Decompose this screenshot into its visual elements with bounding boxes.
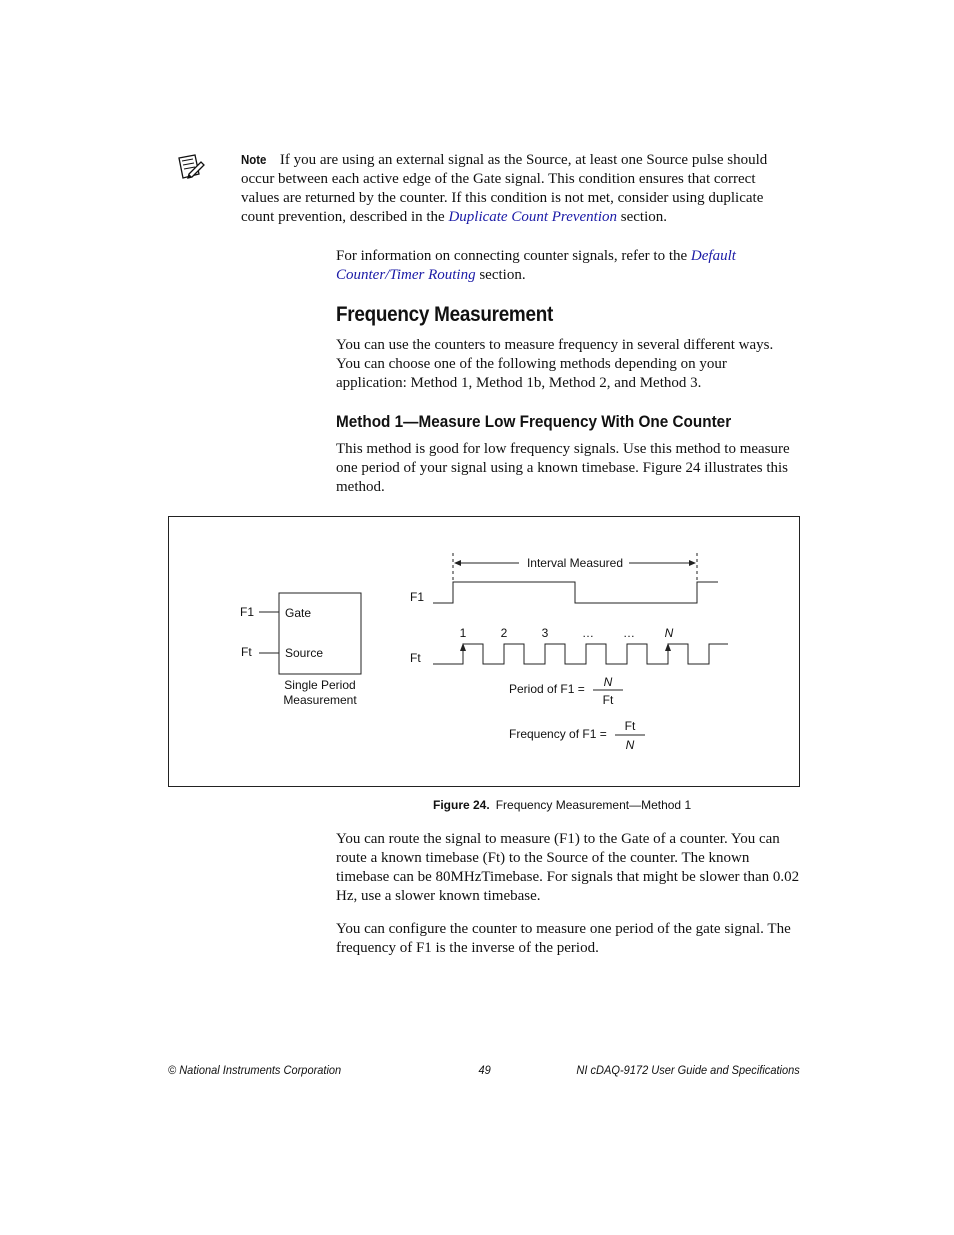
frequency-formula-label: Frequency of F1 = (509, 727, 607, 741)
body-paragraph-2: You can configure the counter to measure one period of the gate signal. The frequency of F1 is the inverse of the period. (336, 921, 791, 956)
figure-caption (433, 798, 691, 812)
method1-title: Method 1—Measure Low Frequency With One Counter (336, 412, 732, 431)
count-label-ellipsis-1: … (582, 626, 594, 640)
duplicate-count-prevention-link[interactable]: Duplicate Count Prevention (448, 209, 618, 225)
f1-waveform (433, 582, 718, 603)
f1-signal-label: F1 (410, 590, 425, 604)
note-paragraph (241, 150, 797, 227)
note-pencil-icon (176, 152, 206, 184)
count-label-n: N (664, 626, 674, 640)
block-pin-f1: F1 (240, 605, 255, 619)
note-text: If you are using an external signal as the Source, at least one Source pulse should occur between each active edge of the Gate signal. This condition ensures that correct values are returned by the counter. If this condition is not met, consider using duplicate count prevention, described in the (241, 152, 768, 225)
block-pin-ft: Ft (241, 645, 252, 659)
figure-caption-text: Frequency Measurement—Method 1 (495, 798, 692, 812)
frequency-denominator: N (625, 738, 635, 752)
figure-frame (168, 516, 800, 787)
routing-text-end: section. (475, 267, 526, 283)
routing-text: For information on connecting counter signals, refer to the (336, 248, 691, 264)
figure-caption-number: Figure 24. (433, 798, 490, 812)
block-caption-line1: Single Period (284, 678, 356, 692)
routing-paragraph (336, 247, 776, 285)
note-label: Note (241, 152, 267, 167)
period-numerator: N (603, 675, 613, 689)
footer-left: © National Instruments Corporation (168, 1063, 342, 1077)
section-intro: You can use the counters to measure frequency in several different ways. You can choose one of the following methods depending on your application: Method 1, Method 1b, Method 2, and Method 3. (336, 337, 774, 391)
block-source-label: Source (285, 646, 324, 660)
interval-measured-label: Interval Measured (526, 556, 624, 570)
default-counter-timer-routing-link[interactable]: Default Counter/Timer Routing (336, 248, 736, 283)
count-label-ellipsis-2: … (623, 626, 635, 640)
count-label-3: 3 (541, 626, 549, 640)
body-paragraph-1: You can route the signal to measure (F1) to the Gate of a counter. You can route a known timebase (Ft) to the Source of the counter. The known timebase can be 80MHzTimebase. For signals that might be slower than 0.02 Hz, use a slower known timebase. (336, 831, 800, 904)
frequency-numerator: Ft (624, 719, 636, 733)
count-label-1: 1 (459, 626, 467, 640)
frequency-measurement-diagram (169, 517, 799, 786)
count-label-2: 2 (500, 626, 508, 640)
footer-page-number: 49 (478, 1063, 491, 1077)
period-denominator: Ft (602, 693, 614, 707)
footer-right: NI cDAQ-9172 User Guide and Specifications (576, 1063, 800, 1077)
block-caption-line2: Measurement (283, 693, 357, 707)
period-formula-label: Period of F1 = (509, 682, 585, 696)
note-text-end: section. (617, 209, 668, 225)
method1-intro: This method is good for low frequency signals. Use this method to measure one period of your signal using a known timebase. Figure 24 illustrates this method. (336, 441, 790, 495)
section-title: Frequency Measurement (336, 303, 554, 326)
ft-waveform (433, 644, 728, 664)
ft-signal-label: Ft (410, 651, 421, 665)
block-gate-label: Gate (285, 606, 312, 620)
